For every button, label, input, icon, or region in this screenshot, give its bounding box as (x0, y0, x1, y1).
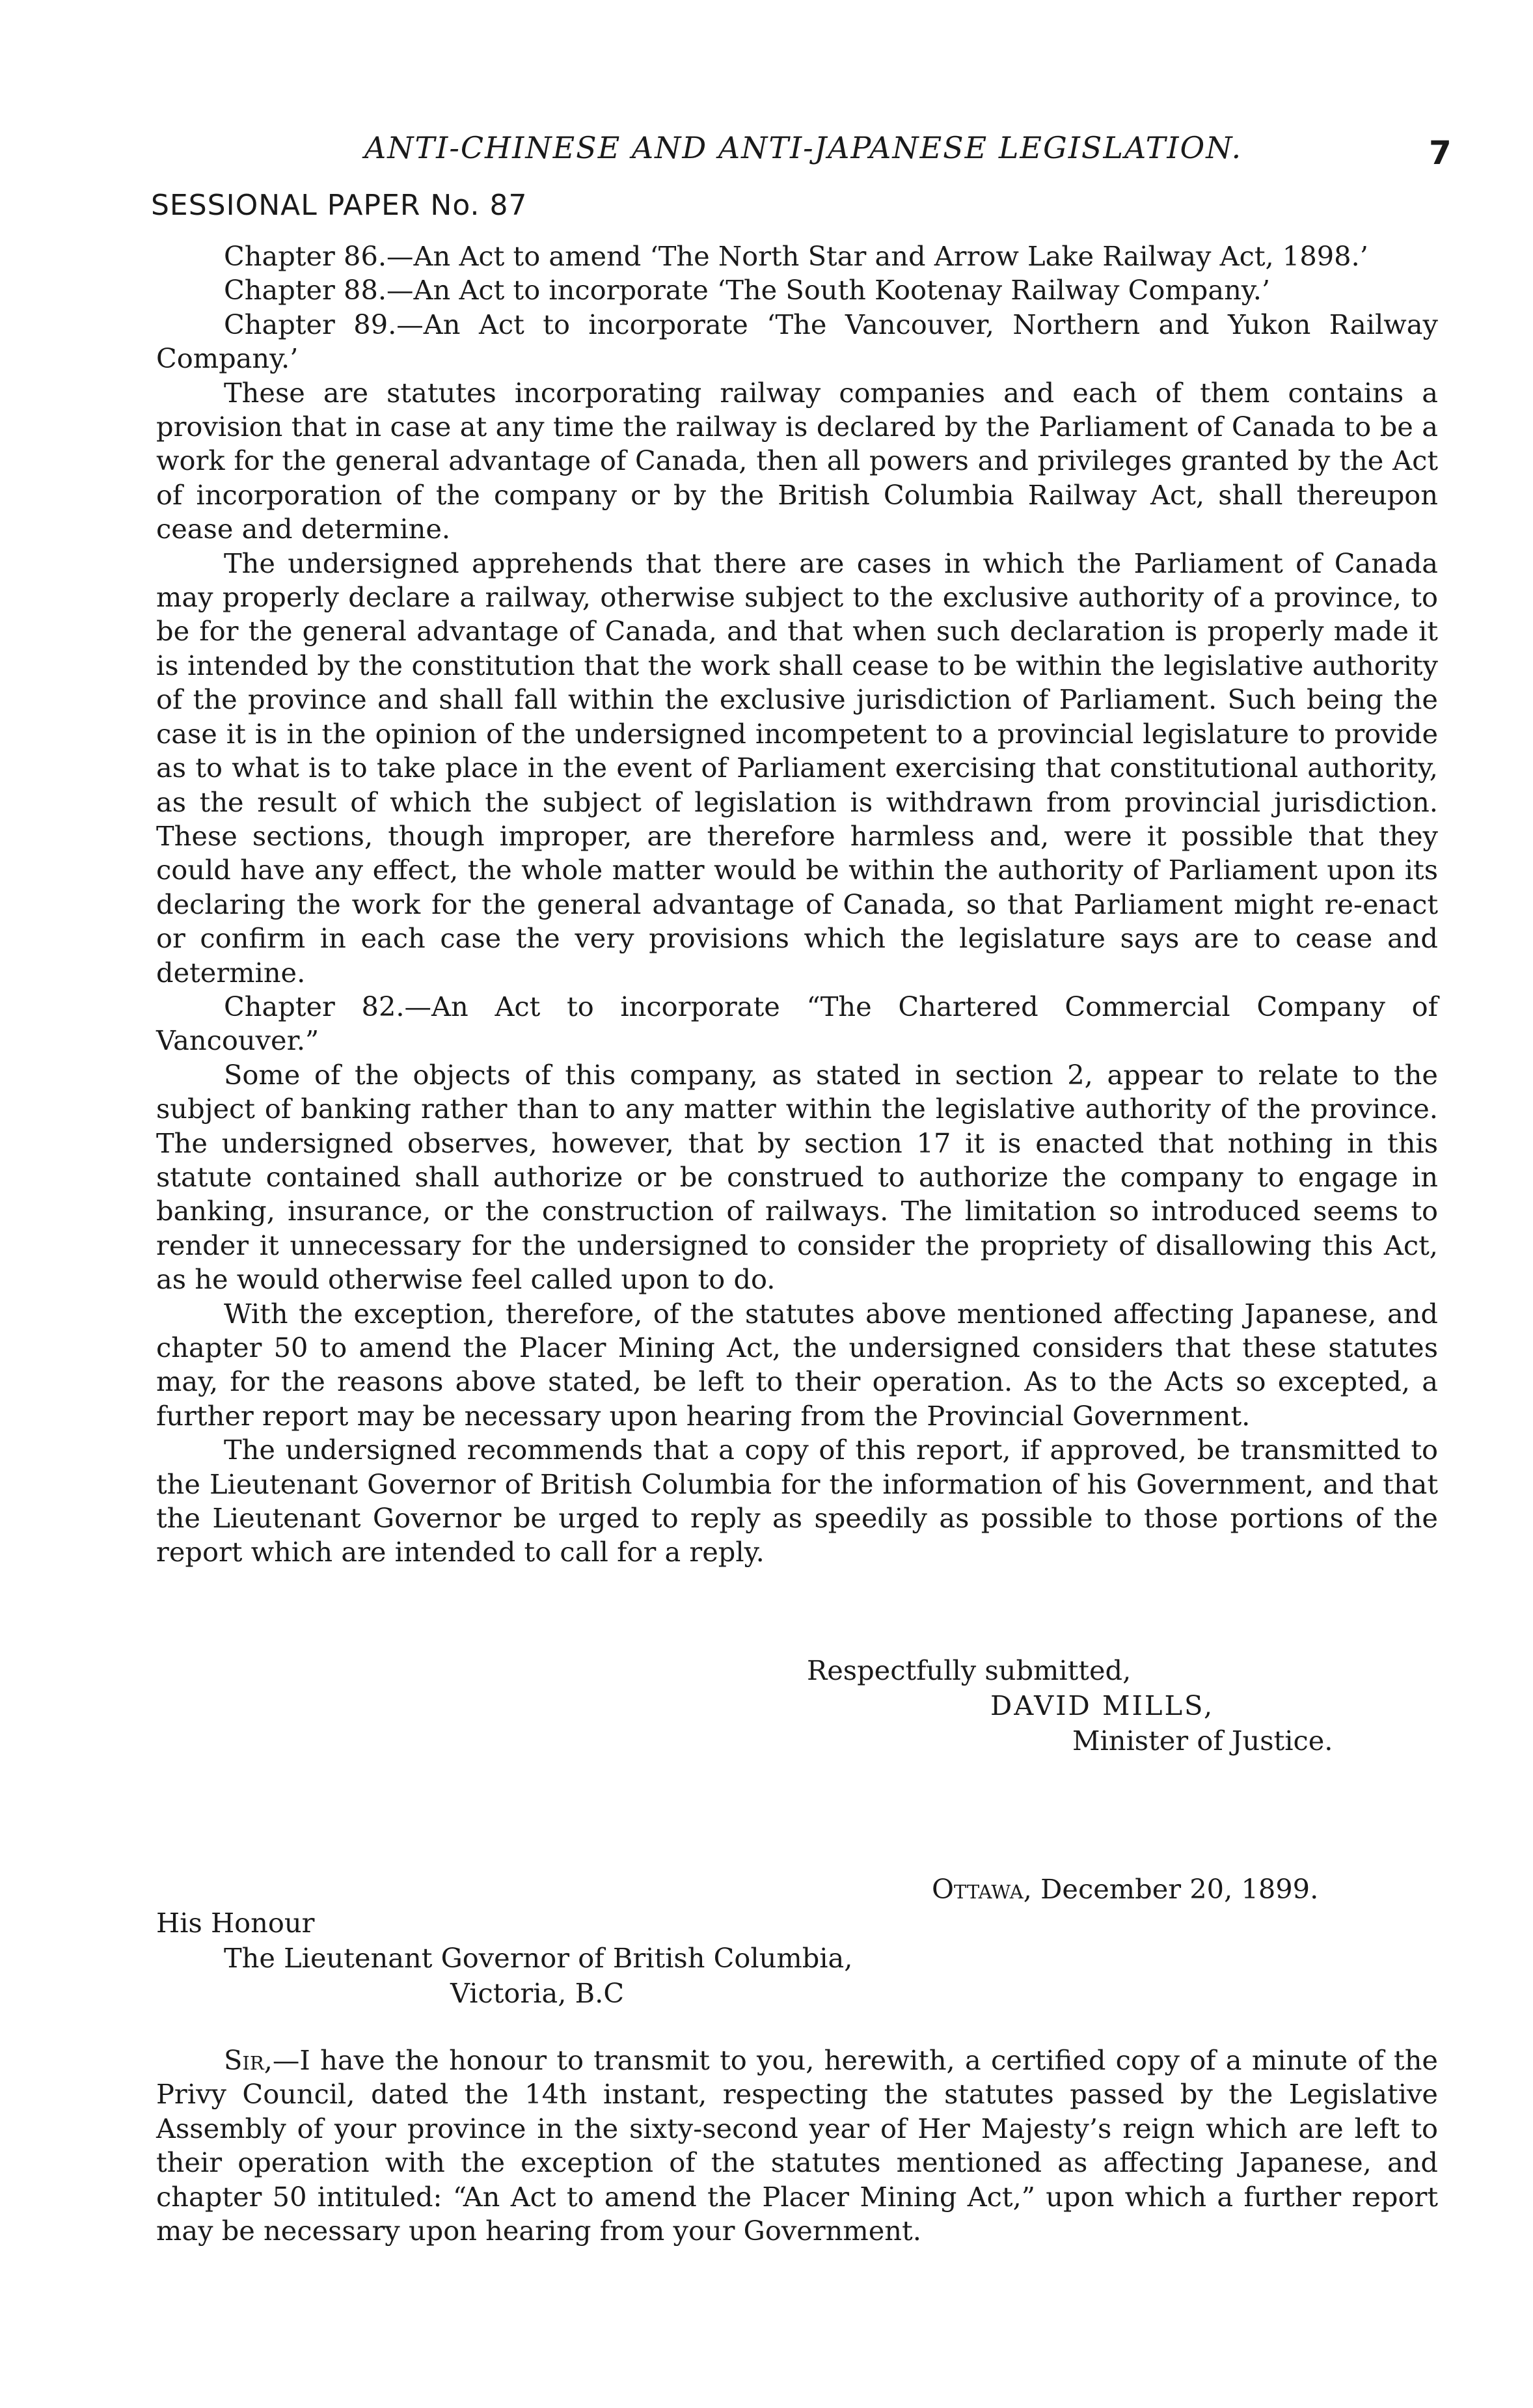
paragraph-chapter-89: Chapter 89.—An Act to incorporate ‘The Vancouver, Northern and Yukon Railway Company.’ (156, 308, 1438, 375)
recipient-address (156, 1906, 1392, 2011)
signatory-name: DAVID MILLS, (990, 1690, 1215, 1721)
signature-block (156, 1653, 1438, 1758)
paragraph-chapter-88: Chapter 88.—An Act to incorporate ‘The South Kootenay Railway Company.’ (224, 274, 1271, 307)
address-line-1: His Honour (156, 1907, 315, 1939)
signatory-title: Minister of Justice. (1072, 1725, 1333, 1757)
paragraph-chapter-82: Chapter 82.—An Act to incorporate “The Chartered Commercial Company of Vancouver.” (156, 990, 1438, 1057)
sessional-paper-label: SESSIONAL PAPER No. 87 (151, 189, 528, 222)
closing-line: Respectfully submitted, (807, 1654, 1132, 1686)
paragraph-company-objects: Some of the objects of this company, as stated in section 2, appear to relate to the subject of banking rather than to any matter within the legislative authority of the province. The undersigned observes, however, that by section 17 it is enacted that nothing in this statute contained shall authorize or be construed to authorize the company to engage in banking, insurance, or the construction of railways. The limitation so introduced seems to render it unnecessary for the undersigned to consider the propriety of disallowing this Act, as he would otherwise feel called upon to do. (156, 1058, 1438, 1296)
dateline (932, 1873, 1318, 1905)
report-body (156, 239, 1438, 1570)
address-line-2: The Lieutenant Governor of British Columbia, (224, 1942, 853, 1974)
dateline-city: Ottawa, (932, 1873, 1032, 1905)
letter-salutation: Sir, (224, 2044, 273, 2076)
page-number: 7 (1429, 134, 1452, 172)
dateline-date: December 20, 1899. (1040, 1873, 1319, 1905)
letter-body: —I have the honour to transmit to you, herewith, a certified copy of a minute of the Privy Council, dated the 14th instant, respecting the statutes passed by the Legislative Assembly of your province in the sixty-second year of Her Majesty’s reign which are left to their operation with the exception of the statutes mentioned as affecting Japanese, and chapter 50 intituled: “An Act to amend the Placer Mining Act,” upon which a further report may be necessary upon hearing from your Government. (156, 2044, 1438, 2247)
address-line-3: Victoria, B.C (450, 1977, 625, 2009)
transmittal-letter (156, 2044, 1438, 2248)
running-head: ANTI-CHINESE AND ANTI-JAPANESE LEGISLATION. (364, 130, 1243, 165)
paragraph-recommendation: The undersigned recommends that a copy of this report, if approved, be transmitted to the Lieutenant Governor of British Columbia for the information of his Government, and that the Lieutenant Governor be urged to reply as speedily as possible to those portions of the report which are intended to call for a reply. (156, 1434, 1438, 1568)
paragraph-parliament-authority: The undersigned apprehends that there are cases in which the Parliament of Canada may properly declare a railway, otherwise subject to the exclusive authority of a province, to be for the general advantage of Canada, and that when such declaration is properly made it is intended by the constitution that the work shall cease to be within the legislative authority of the province and shall fall within the exclusive jurisdiction of Parliament. Such being the case it is in the opinion of the undersigned incompetent to a provincial legislature to provide as to what is to take place in the event of Parliament exercising that constitutional authority, as the result of which the subject of legislation is withdrawn from provincial jurisdiction. These sections, though improper, are therefore harmless and, were it possible that they could have any effect, the whole matter would be within the authority of Parliament upon its declaring the work for the general advantage of Canada, so that Parliament might re-enact or confirm in each case the very provisions which the legislature says are to cease and determine. (156, 547, 1438, 989)
paragraph-chapter-86: Chapter 86.—An Act to amend ‘The North Star and Arrow Lake Railway Act, 1898.’ (224, 240, 1368, 272)
paragraph-exceptions: With the exception, therefore, of the statutes above mentioned affecting Japanese, and chapter 50 to amend the Placer Mining Act, the undersigned considers that these statutes may, for the reasons above stated, be left to their operation. As to the Acts so excepted, a further report may be necessary upon hearing from the Provincial Government. (156, 1297, 1438, 1432)
paragraph-railway-statutes: These are statutes incorporating railway companies and each of them contains a provision that in case at any time the railway is declared by the Parliament of Canada to be a work for the general advantage of Canada, then all powers and privileges granted by the Act of incorporation of the company or by the British Columbia Railway Act, shall thereupon cease and determine. (156, 376, 1438, 545)
letter-paragraph (156, 2044, 1438, 2248)
